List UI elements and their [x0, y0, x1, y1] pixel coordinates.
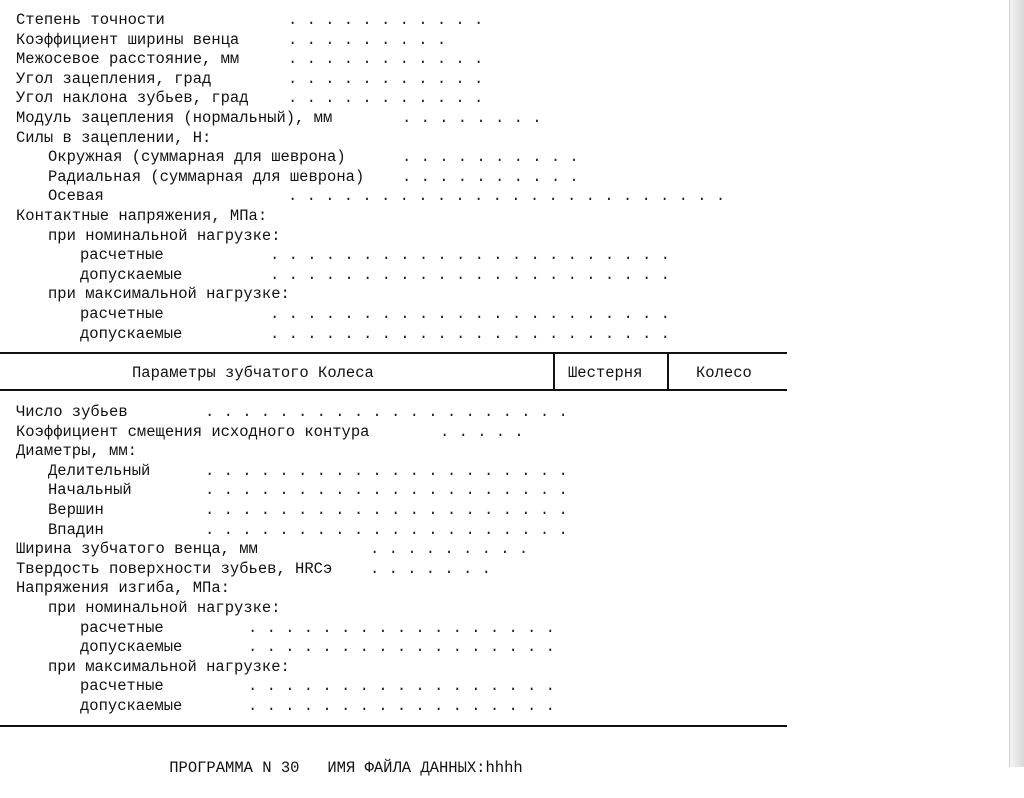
- data-file-name: ИМЯ ФАЙЛА ДАННЫХ:hhhh: [327, 759, 523, 777]
- row-label: при номинальной нагрузке:: [48, 599, 281, 617]
- row-label: Коэффициент смещения исходного контура: [16, 422, 370, 441]
- row-label: расчетные: [80, 246, 164, 265]
- row-label: допускаемые: [80, 265, 183, 284]
- leader-dots: . . . . . . . . .: [370, 540, 529, 559]
- table-header-pinion: Шестерня: [568, 364, 643, 382]
- table-header-bottom-rule: [0, 389, 787, 391]
- leader-dots: . . . . . . . . . . . . . . . . . . . . . .: [270, 265, 670, 284]
- row-label: Угол зацепления, град: [16, 69, 212, 88]
- leader-dots: . . . . . . . . . . . . . . . . . . . .: [205, 461, 568, 480]
- leader-dots: . . . . . . . . .: [288, 30, 447, 49]
- leader-dots: . . . . . . . . . . .: [288, 50, 484, 69]
- row-label: Угол наклона зубьев, град: [16, 89, 249, 108]
- row-label: Модуль зацепления (нормальный), мм: [16, 109, 333, 127]
- leader-dots: . . . . .: [440, 422, 524, 441]
- leader-dots: . . . . . . . . . . . . . . . . . . . . . .: [270, 324, 670, 343]
- leader-dots: . . . . . . . . . . . . . . . . .: [248, 697, 555, 715]
- leader-dots: . . . . . . . . . .: [402, 148, 579, 167]
- leader-dots: . . . . . . . . . . . . . . . . . . . .: [205, 481, 568, 500]
- row-label: при номинальной нагрузке:: [48, 226, 281, 245]
- row-label: Коэффициент ширины венца: [16, 30, 240, 49]
- leader-dots: . . . . . . . . . . . . . . . . . . . .: [205, 403, 568, 421]
- footer: [132, 738, 523, 777]
- row-label: Контактные напряжения, МПа:: [16, 207, 268, 225]
- leader-dots: . . . . . . .: [370, 559, 491, 578]
- row-label: Окружная (суммарная для шеврона): [48, 148, 346, 167]
- row-label: Делительный: [48, 461, 151, 480]
- row-label: Радиальная (суммарная для шеврона): [48, 167, 365, 186]
- row-label: расчетные: [80, 618, 164, 637]
- row-label: Межосевое расстояние, мм: [16, 50, 240, 69]
- table-header-wheel: Колесо: [696, 364, 752, 382]
- leader-dots: . . . . . . . . . . . . . . . . .: [248, 618, 555, 637]
- leader-dots: . . . . . . . . . . .: [288, 11, 484, 29]
- row-label: допускаемые: [80, 324, 183, 343]
- row-label: Твердость поверхности зубьев, HRCэ: [16, 559, 333, 578]
- program-number: ПРОГРАММА N 30: [169, 759, 300, 777]
- row-label: Осевая: [48, 187, 104, 206]
- leader-dots: . . . . . . . . . . . . . . . . . . . .: [205, 501, 568, 519]
- row-label: допускаемые: [80, 697, 183, 715]
- row-label: допускаемые: [80, 638, 183, 657]
- leader-dots: . . . . . . . . . . .: [288, 69, 484, 88]
- leader-dots: . . . . . . . . . . . . . . . . . . . . . .: [270, 305, 670, 323]
- row-label: Напряжения изгиба, МПа:: [16, 579, 230, 598]
- leader-dots: . . . . . . . . . . . . . . . . . . . .: [205, 520, 568, 539]
- row-label: Впадин: [48, 520, 104, 539]
- column-divider-pinion: [667, 352, 669, 390]
- leader-dots: . . . . . . . . . . . . . . . . .: [248, 677, 555, 696]
- leader-dots: . . . . . . . . . . . . . . . . . . . . . . . .: [288, 187, 726, 206]
- row-label: при максимальной нагрузке:: [48, 657, 290, 676]
- leader-dots: . . . . . . . . . . .: [288, 89, 484, 108]
- row-label: Степень точности: [16, 11, 165, 29]
- row-label: Диаметры, мм:: [16, 442, 137, 461]
- row-label: Вершин: [48, 501, 104, 519]
- row-label: расчетные: [80, 677, 164, 696]
- row-label: Число зубьев: [16, 403, 128, 421]
- row-label: Ширина зубчатого венца, мм: [16, 540, 258, 559]
- leader-dots: . . . . . . . . . .: [402, 167, 579, 186]
- row-label: Силы в зацеплении, Н:: [16, 128, 212, 147]
- row-label: расчетные: [80, 305, 164, 323]
- leader-dots: . . . . . . . . . . . . . . . . .: [248, 638, 555, 657]
- leader-dots: . . . . . . . . . . . . . . . . . . . . . .: [270, 246, 670, 265]
- column-divider-params: [553, 352, 555, 390]
- table-bottom-rule: [0, 725, 787, 727]
- row-label: Начальный: [48, 481, 132, 500]
- table-header-params: Параметры зубчатого Колеса: [132, 364, 374, 382]
- leader-dots: . . . . . . . .: [402, 109, 542, 127]
- row-label: при максимальной нагрузке:: [48, 285, 290, 304]
- right-frame-edge: [1009, 0, 1024, 767]
